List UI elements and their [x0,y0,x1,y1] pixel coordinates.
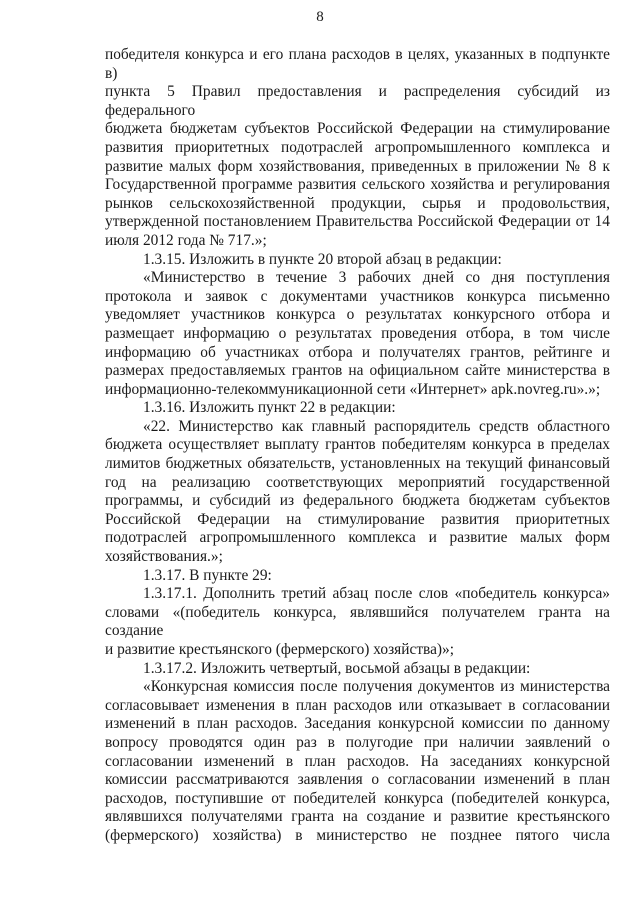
text-line: июля 2012 года № 717.»; [105,231,267,249]
text-line: пункта 5 Правил предоставления и распределения субсидий из федерального [105,83,610,119]
text-line: протокола и заявок с документами участников конкурса письменно [105,287,610,305]
text-line: подотраслей агропромышленного комплекса и развитие малых форм [105,529,610,547]
paragraph-continuation [105,46,610,251]
text-line: утвержденной постановлением Правительства Российской Федерации от 14 [105,213,610,231]
clause-1-3-17-2 [105,660,610,679]
text-line: 1.3.16. Изложить пункт 22 в редакции: [143,399,396,417]
quoted-paragraph-commission [105,678,610,845]
text-line: согласовывает изменения в план расходов или отказывает в согласовании [105,696,610,714]
text-line: программы, и субсидий из федерального бюджета бюджетам субъектов [105,492,610,510]
text-line: словами «(победитель конкурса, являвшийся получателем гранта на создание [105,603,610,640]
text-line: 1.3.15. Изложить в пункте 20 второй абзац в редакции: [143,250,502,268]
text-line: расходов, поступившие от победителей конкурса (победителей конкурса, [105,789,610,807]
text-line: размещает информацию о результатах проведения отбора, в том числе [105,324,610,342]
text-line: «Конкурсная комиссия после получения документов из министерства [143,678,610,696]
text-line: 1.3.17. В пункте 29: [143,566,272,584]
text-line: информацию об участниках отбора и получателях грантов, рейтинге и [105,343,610,361]
text-line: бюджета осуществляет выплату грантов победителям конкурса в пределах [105,436,610,454]
clause-1-3-15 [105,251,610,270]
text-line: 1.3.17.1. Дополнить третий абзац после слов «победитель конкурса» [143,585,610,603]
text-line: лимитов бюджетных обязательств, установленных на текущий финансовый [105,455,610,473]
text-line: развития приоритетных подотраслей агропромышленного комплекса и [105,138,610,156]
text-line: хозяйствования.»; [105,548,223,566]
text-line: развитие малых форм хозяйствования, приведенных в приложении № 8 к [105,157,610,175]
text-line: являвшихся получателями гранта на создание и развитие крестьянского [105,808,610,826]
text-line: рынков сельскохозяйственной продукции, сырья и продовольствия, [105,194,610,212]
text-line: «22. Министерство как главный распорядитель средств областного [143,417,610,435]
text-line: уведомляет участников конкурса о результатах конкурсного отбора и [105,306,610,324]
clause-1-3-17 [105,567,610,586]
text-line: изменений в план расходов. Заседания конкурсной комиссии по данному [105,715,610,733]
text-line: Российской Федерации на стимулирование развития приоритетных [105,510,610,528]
text-line: размерах предоставляемых грантов на официальном сайте министерства в [105,362,610,380]
document-body [105,46,610,846]
text-line: Государственной программе развития сельского хозяйства и регулирования [105,176,610,194]
quoted-paragraph-22 [105,418,610,567]
text-line: (фермерского) хозяйства) в министерство не позднее пятого числа [105,826,610,844]
clause-1-3-17-1 [105,585,610,659]
text-line: 1.3.17.2. Изложить четвертый, восьмой абзацы в редакции: [143,659,531,677]
text-line: согласовании изменений в план расходов. На заседаниях конкурсной [105,752,610,770]
text-line: вопросу проводятся один раз в полугодие при наличии заявлений о [105,733,610,751]
clause-1-3-16 [105,399,610,418]
quoted-paragraph-notification [105,269,610,399]
text-line: год на реализацию соответствующих мероприятий государственной [105,473,610,491]
text-line: информационно-телекоммуникационной сети «Интернет» apk.novreg.ru».»; [105,380,601,398]
text-line: и развитие крестьянского (фермерского) хозяйства)»; [105,641,455,658]
text-line: комиссии рассматриваются заявления о согласовании изменений в план [105,771,610,789]
text-line: бюджета бюджетам субъектов Российской Федерации на стимулирование [105,120,610,138]
text-line: победителя конкурса и его плана расходов в целях, указанных в подпункте в) [105,46,610,82]
page-number: 8 [316,9,324,25]
text-line: «Министерство в течение 3 рабочих дней со дня поступления [143,269,610,287]
